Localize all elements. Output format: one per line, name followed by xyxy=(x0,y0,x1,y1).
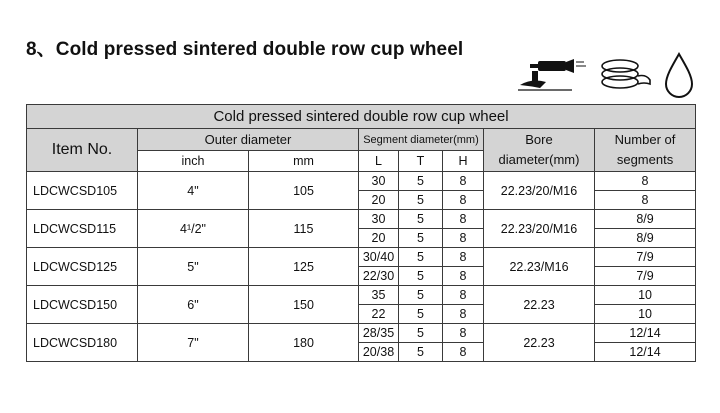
inch-cell: 7" xyxy=(138,324,249,362)
table-row xyxy=(27,286,696,305)
header-bore-diameter xyxy=(484,129,595,172)
segment-H-cell: 8 xyxy=(443,343,484,362)
bore-cell: 22.23/20/M16 xyxy=(484,172,595,210)
header-L: L xyxy=(359,151,399,172)
header-bore-line1: Bore xyxy=(525,132,553,147)
inch-cell: 5" xyxy=(138,248,249,286)
header-number-of-segments xyxy=(595,129,696,172)
angle-grinder-icon xyxy=(518,59,586,90)
segment-H-cell: 8 xyxy=(443,210,484,229)
segment-count-cell: 7/9 xyxy=(595,248,696,267)
segment-L-cell: 22 xyxy=(359,305,399,324)
segment-L-cell: 35 xyxy=(359,286,399,305)
segment-T-cell: 5 xyxy=(399,229,443,248)
mm-cell: 150 xyxy=(249,286,359,324)
table-row xyxy=(27,210,696,229)
header-num-line1: Number of xyxy=(614,132,676,147)
segment-count-cell: 12/14 xyxy=(595,324,696,343)
segment-L-cell: 20/38 xyxy=(359,343,399,362)
segment-H-cell: 8 xyxy=(443,267,484,286)
header-H: H xyxy=(443,151,484,172)
segment-T-cell: 5 xyxy=(399,172,443,191)
segment-T-cell: 5 xyxy=(399,248,443,267)
table-row xyxy=(27,324,696,343)
segment-count-cell: 7/9 xyxy=(595,267,696,286)
bore-cell: 22.23 xyxy=(484,324,595,362)
header-item-no: Item No. xyxy=(27,129,138,172)
header-num-line2: segments xyxy=(616,152,674,167)
bore-cell: 22.23/M16 xyxy=(484,248,595,286)
application-icons xyxy=(516,52,696,98)
segment-T-cell: 5 xyxy=(399,343,443,362)
segment-count-cell: 8/9 xyxy=(595,229,696,248)
item-no-cell: LDCWCSD150 xyxy=(27,286,138,324)
header-inch: inch xyxy=(138,151,249,172)
segment-H-cell: 8 xyxy=(443,172,484,191)
bore-cell: 22.23/20/M16 xyxy=(484,210,595,248)
segment-L-cell: 30/40 xyxy=(359,248,399,267)
segment-count-cell: 12/14 xyxy=(595,343,696,362)
segment-L-cell: 20 xyxy=(359,229,399,248)
segment-count-cell: 8/9 xyxy=(595,210,696,229)
mm-cell: 180 xyxy=(249,324,359,362)
segment-T-cell: 5 xyxy=(399,210,443,229)
segment-count-cell: 8 xyxy=(595,191,696,210)
segment-T-cell: 5 xyxy=(399,286,443,305)
item-no-cell: LDCWCSD115 xyxy=(27,210,138,248)
page-title: 8、Cold pressed sintered double row cup wheel xyxy=(26,39,464,60)
segment-H-cell: 8 xyxy=(443,324,484,343)
segment-T-cell: 5 xyxy=(399,305,443,324)
segment-L-cell: 22/30 xyxy=(359,267,399,286)
inch-cell: 4¹/2" xyxy=(138,210,249,248)
table-row xyxy=(27,172,696,191)
segment-L-cell: 30 xyxy=(359,210,399,229)
mm-cell: 105 xyxy=(249,172,359,210)
segment-H-cell: 8 xyxy=(443,191,484,210)
inch-cell: 6" xyxy=(138,286,249,324)
mm-cell: 125 xyxy=(249,248,359,286)
segment-count-cell: 10 xyxy=(595,286,696,305)
table-title: Cold pressed sintered double row cup wheel xyxy=(27,105,696,129)
segment-L-cell: 30 xyxy=(359,172,399,191)
segment-T-cell: 5 xyxy=(399,324,443,343)
mm-cell: 115 xyxy=(249,210,359,248)
segment-count-cell: 10 xyxy=(595,305,696,324)
segment-L-cell: 28/35 xyxy=(359,324,399,343)
header-segment-dimension: Segment diameter(mm) xyxy=(359,129,484,151)
segment-T-cell: 5 xyxy=(399,191,443,210)
segment-T-cell: 5 xyxy=(399,267,443,286)
header-mm: mm xyxy=(249,151,359,172)
water-drop-icon xyxy=(666,54,692,97)
product-spec-table xyxy=(26,104,696,362)
segment-L-cell: 20 xyxy=(359,191,399,210)
item-no-cell: LDCWCSD105 xyxy=(27,172,138,210)
header-outer-diameter: Outer diameter xyxy=(138,129,359,151)
stone-slab-icon xyxy=(602,60,650,88)
segment-H-cell: 8 xyxy=(443,305,484,324)
table-row xyxy=(27,248,696,267)
segment-H-cell: 8 xyxy=(443,248,484,267)
item-no-cell: LDCWCSD125 xyxy=(27,248,138,286)
segment-H-cell: 8 xyxy=(443,286,484,305)
item-no-cell: LDCWCSD180 xyxy=(27,324,138,362)
bore-cell: 22.23 xyxy=(484,286,595,324)
segment-count-cell: 8 xyxy=(595,172,696,191)
inch-cell: 4" xyxy=(138,172,249,210)
segment-H-cell: 8 xyxy=(443,229,484,248)
header-bore-line2: diameter(mm) xyxy=(498,152,580,167)
header-T: T xyxy=(399,151,443,172)
